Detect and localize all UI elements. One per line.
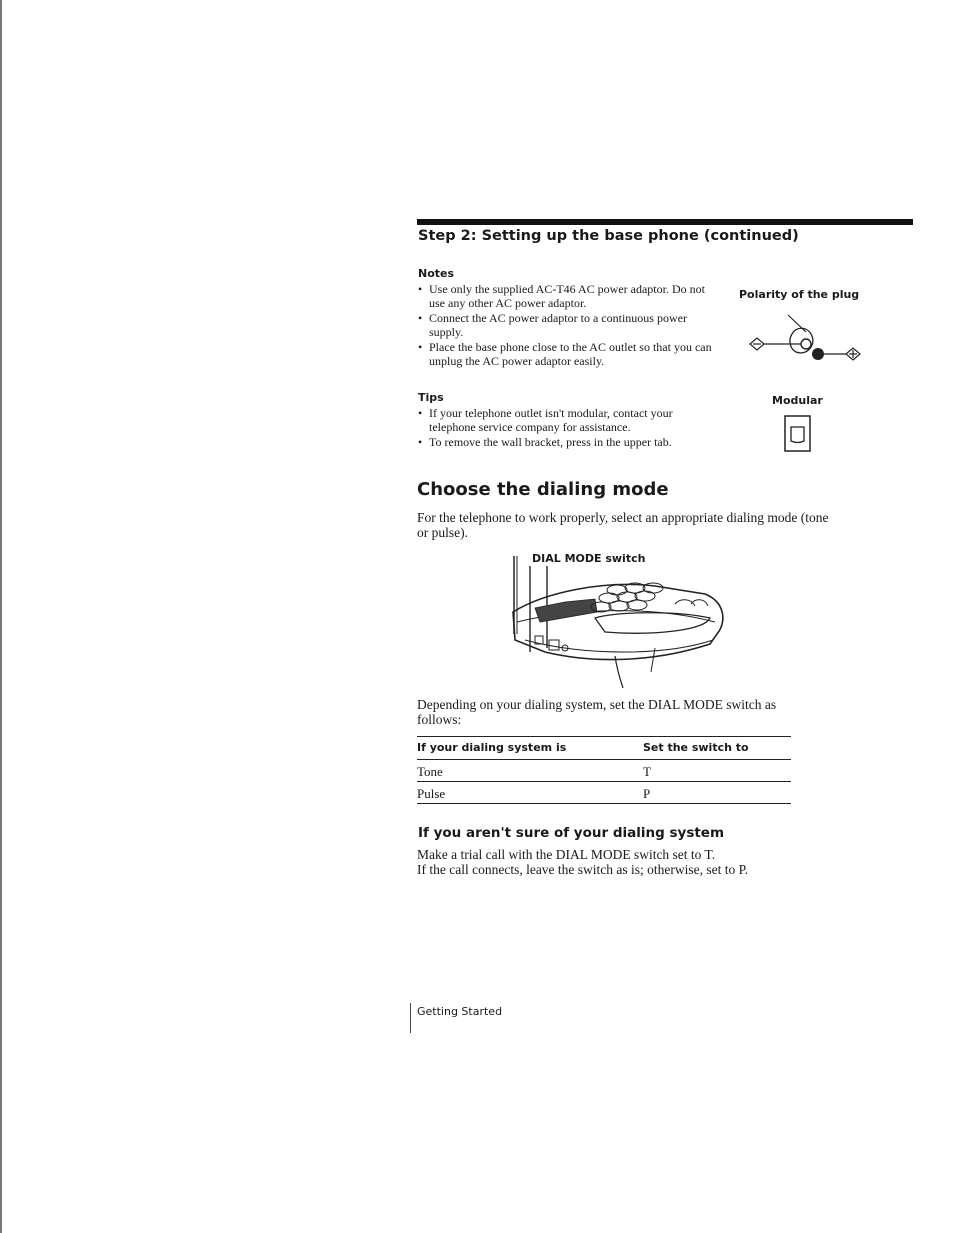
unsure-line-2: If the call connects, leave the switch as is; otherwise, set to P. [417,862,749,877]
list-item: • If your telephone outlet isn't modular, contact your telephone service company for assistance. [418,407,708,434]
list-item: • To remove the wall bracket, press in the upper tab. [418,436,708,450]
modular-jack-icon [784,415,812,453]
table-row [417,782,791,804]
notes-heading: Notes [418,267,455,280]
cell-system: Tone [417,764,443,779]
notes-list [418,283,713,370]
base-phone-illustration [505,552,730,692]
section-title: Step 2: Setting up the base phone (continued) [418,228,799,244]
list-item: • Place the base phone close to the AC outlet so that you can unplug the AC power adaptor easily. [418,341,713,368]
dial-mode-table [417,736,791,804]
tips-list [418,407,708,452]
list-item: • Use only the supplied AC-T46 AC power adaptor. Do not use any other AC power adaptor. [418,283,713,310]
polarity-label: Polarity of the plug [739,288,860,301]
dialing-heading: Choose the dialing mode [417,479,669,500]
col-header-system: If your dialing system is [417,741,567,754]
table-row [417,760,791,782]
plug-polarity-diagram [744,312,864,370]
list-item: • Connect the AC power adaptor to a continuous power supply. [418,312,713,339]
dial-mode-switch-label: DIAL MODE switch [532,552,646,565]
cell-system: Pulse [417,786,446,801]
unsure-heading: If you aren't sure of your dialing system [418,825,725,841]
footer-section: Getting Started [417,1005,503,1018]
modular-label: Modular [772,394,823,407]
unsure-line-1: Make a trial call with the DIAL MODE switch set to T. [417,847,716,862]
dialing-intro: For the telephone to work properly, select an appropriate dialing mode (tone or pulse). [417,510,829,540]
table-header-row [417,736,791,760]
footer-divider [410,1003,411,1033]
tips-heading: Tips [418,391,444,404]
cell-setting: P [643,786,651,801]
section-rule [417,219,913,225]
depending-text: Depending on your dialing system, set the DIAL MODE switch as follows: [417,697,777,727]
cell-setting: T [643,764,651,779]
col-header-setting: Set the switch to [643,741,749,754]
page-edge [0,0,2,1233]
